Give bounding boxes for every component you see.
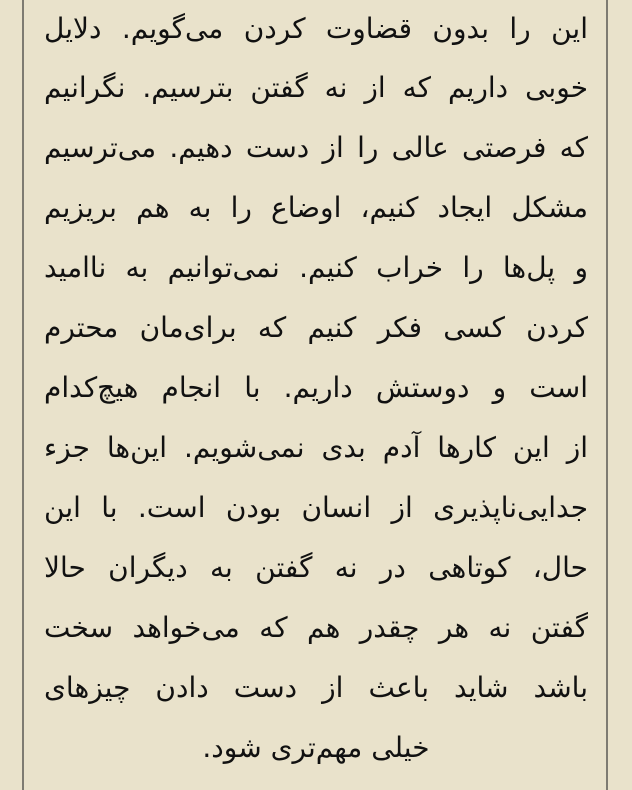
text-line: از این کارها آدم بدی نمی‌شویم. این‌ها جزء	[44, 431, 588, 464]
text-line: جدایی‌ناپذیری از انسان بودن است. با این	[44, 491, 588, 524]
paragraph-text	[44, 0, 588, 778]
left-margin-rule	[22, 0, 24, 790]
text-line: گفتن نه هر چقدر هم که می‌خواهد سخت	[44, 611, 588, 644]
text-line-last: خیلی مهم‌تری شود.	[202, 731, 430, 764]
text-line: خوبی داریم که از نه گفتن بترسیم. نگرانیم	[44, 71, 588, 104]
right-margin-rule	[606, 0, 608, 790]
text-line: و پل‌ها را خراب کنیم. نمی‌توانیم به ناامید	[44, 251, 588, 284]
text-line: است و دوستش داریم. با انجام هیچ‌کدام	[44, 371, 588, 404]
text-line: حال، کوتاهی در نه گفتن به دیگران حالا	[44, 551, 588, 584]
text-line: باشد شاید باعث از دست دادن چیزهای	[44, 671, 588, 704]
text-line: کردن کسی فکر کنیم که برای‌مان محترم	[44, 311, 588, 344]
text-line: مشکل ایجاد کنیم، اوضاع را به هم بریزیم	[44, 191, 588, 224]
text-line: این را بدون قضاوت کردن می‌گویم. دلایل	[44, 12, 588, 45]
text-line: که فرصتی عالی را از دست دهیم. می‌ترسیم	[44, 131, 588, 164]
